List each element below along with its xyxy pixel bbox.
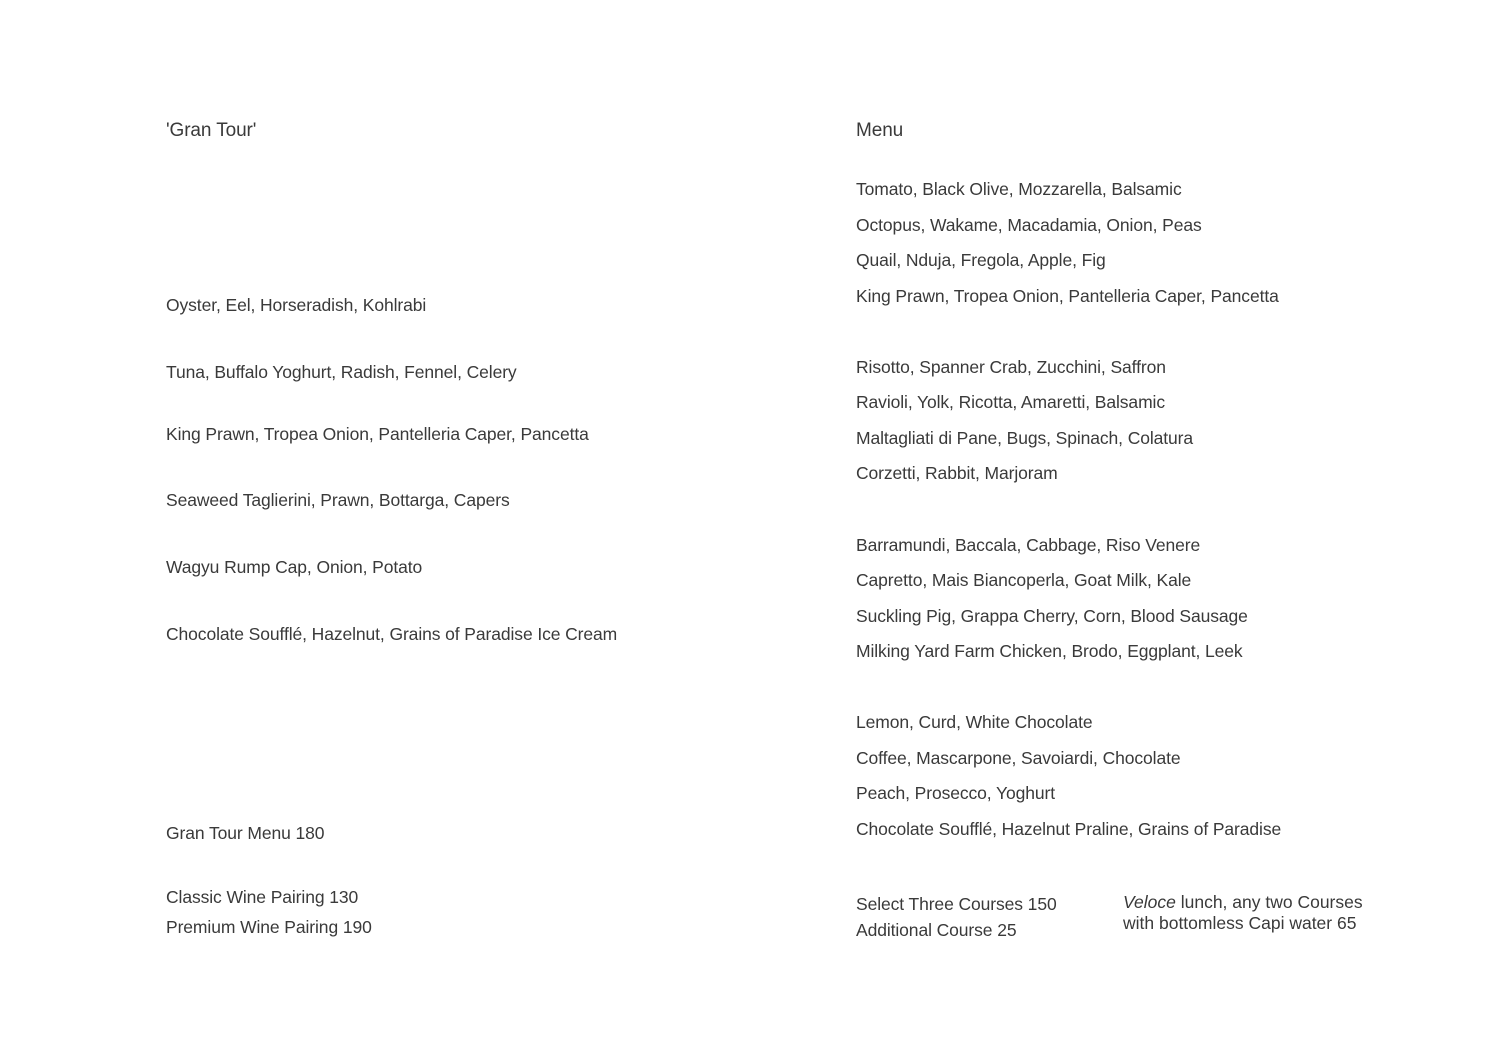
veloce-line-1 (1123, 892, 1363, 913)
gran-tour-course: King Prawn, Tropea Onion, Pantelleria Caper, Pancetta (166, 424, 589, 444)
additional-course-price: Additional Course 25 (856, 920, 1017, 940)
menu-item: Quail, Nduja, Fregola, Apple, Fig (856, 250, 1106, 270)
menu-item: Coffee, Mascarpone, Savoiardi, Chocolate (856, 748, 1181, 768)
menu-item: Barramundi, Baccala, Cabbage, Riso Venere (856, 535, 1201, 555)
veloce-lunch-note (1123, 892, 1363, 934)
menu-item: Corzetti, Rabbit, Marjoram (856, 463, 1058, 483)
menu-item: King Prawn, Tropea Onion, Pantelleria Caper, Pancetta (856, 286, 1279, 306)
menu-item: Chocolate Soufflé, Hazelnut Praline, Grains of Paradise (856, 819, 1282, 839)
menu-item: Milking Yard Farm Chicken, Brodo, Eggplant, Leek (856, 641, 1243, 661)
menu-item: Suckling Pig, Grappa Cherry, Corn, Blood Sausage (856, 606, 1248, 626)
gran-tour-course: Seaweed Taglierini, Prawn, Bottarga, Capers (166, 490, 510, 510)
menu-item: Capretto, Mais Biancoperla, Goat Milk, Kale (856, 570, 1192, 590)
gran-tour-course: Tuna, Buffalo Yoghurt, Radish, Fennel, Celery (166, 362, 517, 382)
veloce-line-1-rest: lunch, any two Courses (1175, 892, 1363, 912)
veloce-line-2: with bottomless Capi water 65 (1123, 913, 1357, 933)
gran-tour-course: Wagyu Rump Cap, Onion, Potato (166, 557, 423, 577)
menu-item: Ravioli, Yolk, Ricotta, Amaretti, Balsamic (856, 392, 1165, 412)
menu-item: Risotto, Spanner Crab, Zucchini, Saffron (856, 357, 1166, 377)
gran-tour-title: 'Gran Tour' (166, 120, 257, 141)
gran-tour-course: Chocolate Soufflé, Hazelnut, Grains of Paradise Ice Cream (166, 624, 618, 644)
classic-wine-pairing: Classic Wine Pairing 130 (166, 887, 359, 907)
menu-item: Maltagliati di Pane, Bugs, Spinach, Colatura (856, 428, 1194, 448)
menu-item: Tomato, Black Olive, Mozzarella, Balsamic (856, 179, 1182, 199)
menu-item: Lemon, Curd, White Chocolate (856, 712, 1093, 732)
menu-item: Octopus, Wakame, Macadamia, Onion, Peas (856, 215, 1202, 235)
premium-wine-pairing: Premium Wine Pairing 190 (166, 917, 372, 937)
gran-tour-price: Gran Tour Menu 180 (166, 823, 325, 843)
menu-item: Peach, Prosecco, Yoghurt (856, 783, 1055, 803)
gran-tour-course: Oyster, Eel, Horseradish, Kohlrabi (166, 295, 427, 315)
veloce-italic: Veloce (1123, 892, 1176, 912)
menu-title: Menu (856, 120, 904, 141)
select-three-courses-price: Select Three Courses 150 (856, 894, 1057, 914)
